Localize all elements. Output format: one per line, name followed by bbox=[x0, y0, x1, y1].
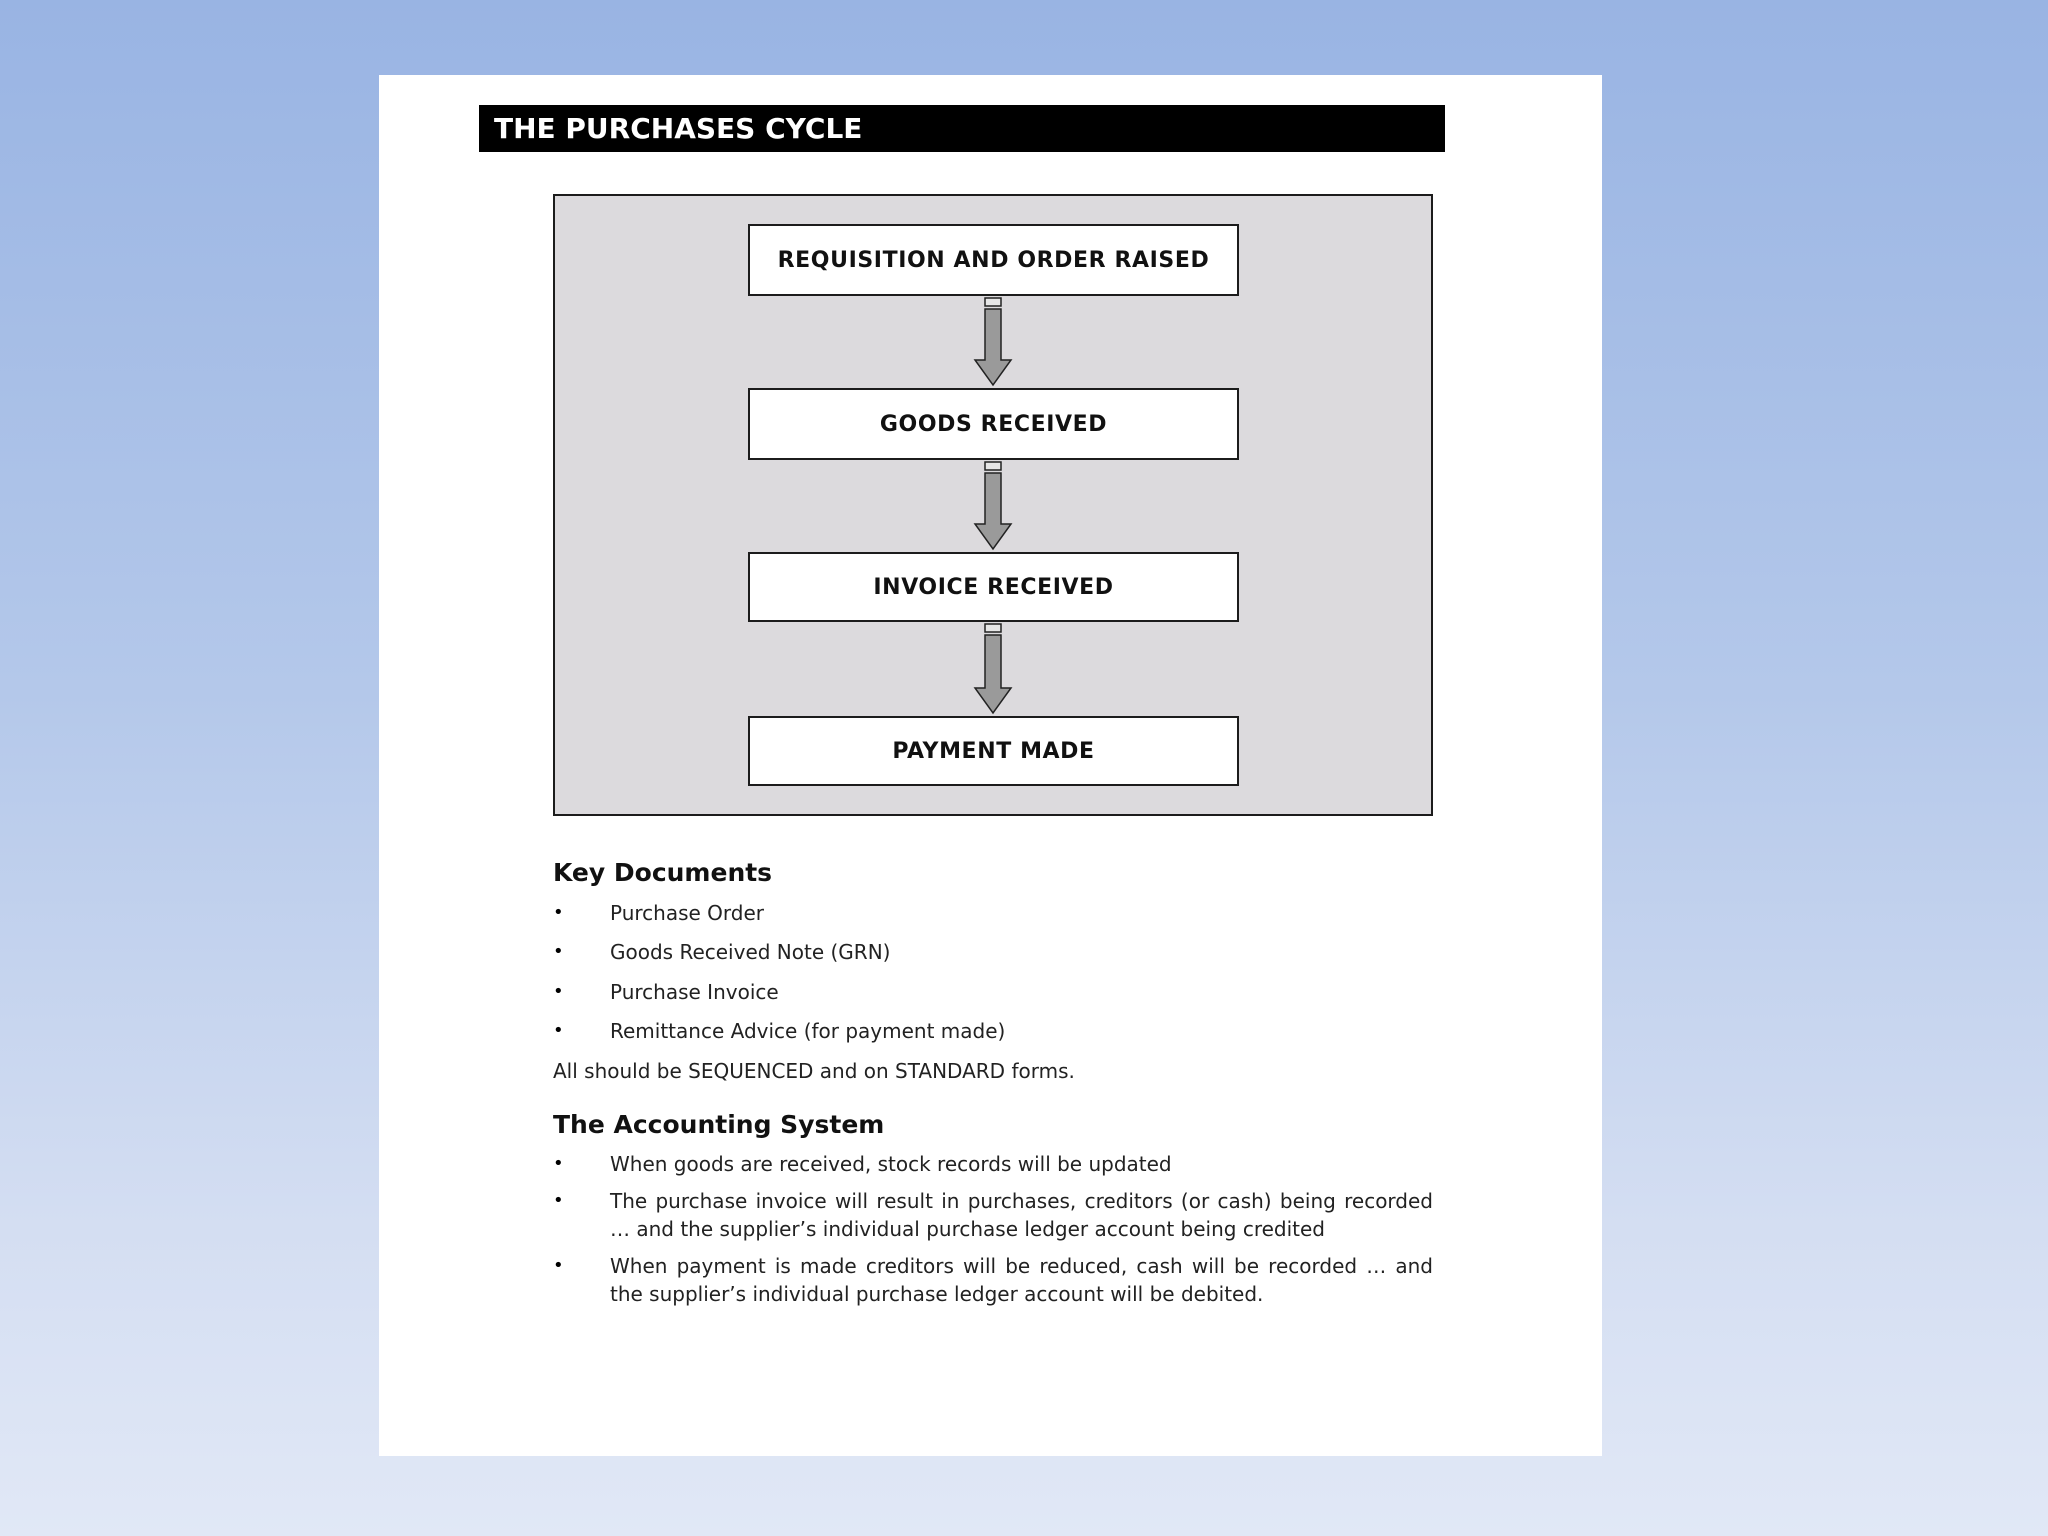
list-item: • Goods Received Note (GRN) bbox=[553, 940, 891, 965]
bullet-icon: • bbox=[553, 1255, 564, 1276]
key-documents-heading: Key Documents bbox=[553, 858, 773, 887]
flow-arrow-down-icon bbox=[971, 622, 1015, 716]
flow-step-payment-made: PAYMENT MADE bbox=[748, 716, 1239, 786]
list-item: • When goods are received, stock records will be updated bbox=[553, 1152, 1172, 1176]
documents-note: All should be SEQUENCED and on STANDARD forms. bbox=[553, 1059, 1075, 1083]
list-item: • The purchase invoice will result in purchases, creditors (or cash) being recorded … and the supplier’s individual purchase ledger account being credited bbox=[553, 1189, 1433, 1241]
accounting-system-list bbox=[553, 1150, 1433, 1317]
bullet-icon: • bbox=[553, 1019, 564, 1041]
list-item: • Remittance Advice (for payment made) bbox=[553, 1018, 1006, 1043]
bullet-icon: • bbox=[553, 1153, 564, 1174]
list-item: • Purchase Invoice bbox=[553, 979, 779, 1004]
bullet-icon: • bbox=[553, 980, 564, 1002]
list-item: • Purchase Order bbox=[553, 901, 765, 925]
list-item: • When payment is made creditors will be reduced, cash will be recorded … and the supplier’s individual purchase ledger account will be debited. bbox=[553, 1254, 1433, 1306]
flow-step-invoice-received: INVOICE RECEIVED bbox=[748, 552, 1239, 622]
document-page bbox=[379, 75, 1602, 1456]
flow-step-goods-received: GOODS RECEIVED bbox=[748, 388, 1239, 460]
flow-diagram-panel bbox=[553, 194, 1433, 816]
bullet-icon: • bbox=[553, 1190, 564, 1211]
accounting-system-heading: The Accounting System bbox=[553, 1110, 885, 1139]
bullet-icon: • bbox=[553, 941, 564, 963]
flow-arrow-down-icon bbox=[971, 296, 1015, 388]
key-documents-list bbox=[553, 902, 1433, 1059]
page-title: THE PURCHASES CYCLE bbox=[479, 105, 1445, 152]
bullet-icon: • bbox=[553, 902, 564, 923]
flow-step-requisition: REQUISITION AND ORDER RAISED bbox=[748, 224, 1239, 296]
flow-arrow-down-icon bbox=[971, 460, 1015, 552]
